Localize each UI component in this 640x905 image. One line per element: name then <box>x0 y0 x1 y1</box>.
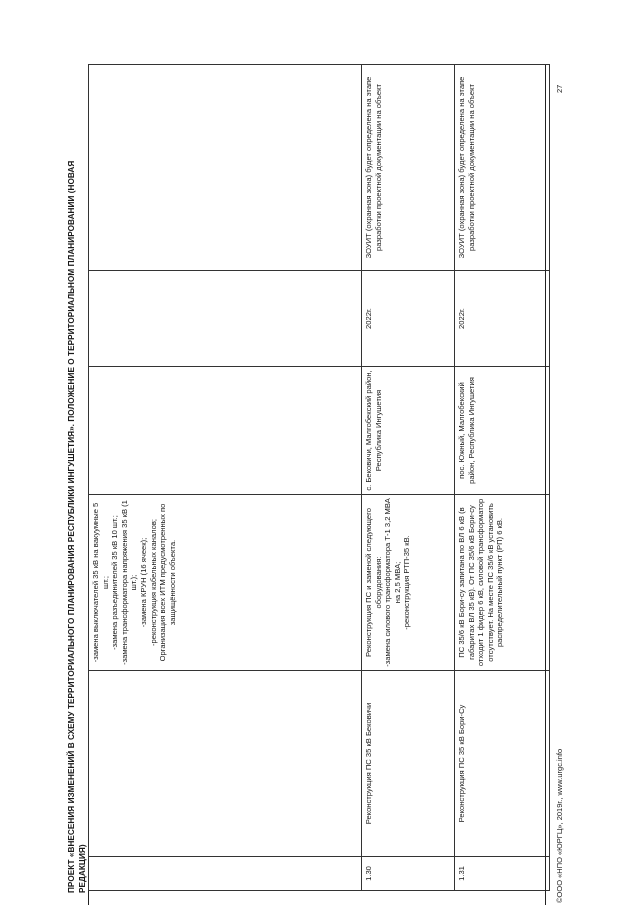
year: 2022г. <box>362 271 455 367</box>
table-row <box>89 65 362 891</box>
year <box>89 271 362 367</box>
row-number <box>89 857 362 891</box>
rotated-page <box>30 65 590 905</box>
work-item: ПС 35/6 кВ Бори-су запитана по ВЛ 6 кВ (в габаритах ВЛ 35 кВ). От ПС 35/6 кВ Бори-су отходит 1 фидер 6 кВ, силовой трансформатор отсутствует. На месте ПС 35/6 кВ установить распределительный пункт (РП) 6 кВ. <box>457 498 505 667</box>
work-item: -замена трансформатора напряжения 35 кВ (1 шт.); <box>119 500 139 665</box>
footer-copyright: ©ООО «НПО «ЮРГЦ», 2019г., www.urgc.info <box>555 748 564 903</box>
object-name: Реконструкция ПС 35 кВ Бори-Су <box>455 671 550 857</box>
work-item: Организация всех ИТМ предусмотренных по защищённости объекта. <box>158 503 177 662</box>
location: пос. Южный, Малгобекский район, Республика Ингушетия <box>455 367 550 495</box>
table-row <box>362 65 455 891</box>
work-item: -замена силового трансформатора Т-1 3,2 МВА на 2,5 МВА; <box>383 498 402 667</box>
protection-zone: ЗОУИТ (охранная зона) будет определена на этапе разработки проектной документации на объект <box>362 65 455 271</box>
works-description <box>455 495 550 671</box>
protection-zone: ЗОУИТ (охранная зона) будет определена на этапе разработки проектной документации на объект <box>455 65 550 271</box>
work-item: -замена выключателей 35 кВ на вакуумные 5 шт.; <box>91 502 110 663</box>
object-name <box>89 671 362 857</box>
object-name: Реконструкция ПС 35 кВ Бековичи <box>362 671 455 857</box>
year: 2022г. <box>455 271 550 367</box>
row-number: 1.30 <box>362 857 455 891</box>
work-item: -реконструкция РТП-35 кВ. <box>402 535 412 630</box>
row-number: 1.31 <box>455 857 550 891</box>
planning-table <box>88 64 550 891</box>
work-item: -замена разъединителей 35 кВ 10 шт.; <box>110 515 120 650</box>
protection-zone <box>89 65 362 271</box>
work-item: Реконструкция ПС и заменой следующего оборудования: <box>364 508 383 657</box>
table-row <box>455 65 550 891</box>
location: с. Бековичи, Малгобекский район, Республика Ингушетия <box>362 367 455 495</box>
location <box>89 367 362 495</box>
works-description <box>362 495 455 671</box>
work-item: -реконструкция кабельных каналов; <box>148 518 158 647</box>
page-number: 27 <box>555 84 564 93</box>
works-description <box>89 495 362 671</box>
work-item: -замена КРУН (16 ячеек); <box>138 537 148 628</box>
footer-rule <box>545 65 546 905</box>
document-header: ПРОЕКТ «ВНЕСЕНИЯ ИЗМЕНЕНИЙ В СХЕМУ ТЕРРИТОРИАЛЬНОГО ПЛАНИРОВАНИЯ РЕСПУБЛИКИ ИНГУШЕТИЯ». ПОЛОЖЕНИЕ О ТЕРРИТОРИАЛЬНОМ ПЛАНИРОВАНИИ (НОВАЯ РЕДАКЦИЯ) <box>67 160 87 893</box>
